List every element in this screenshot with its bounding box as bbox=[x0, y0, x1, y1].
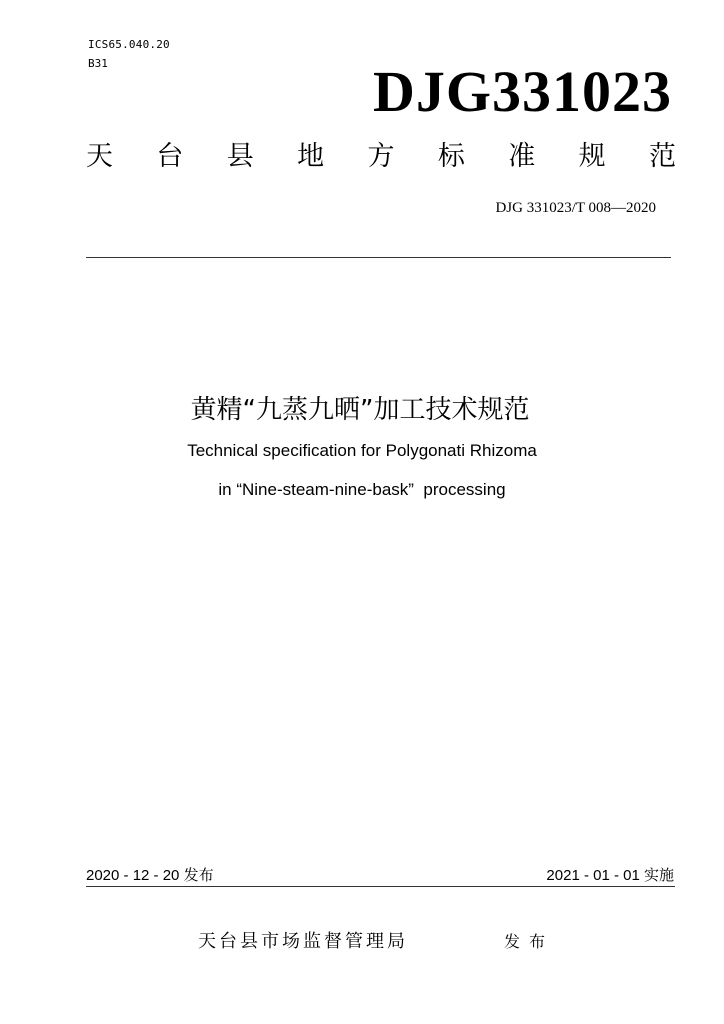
implementation-date: 2021 - 01 - 01 实施 bbox=[546, 867, 674, 884]
ics-code: ICS65.040.20 bbox=[88, 38, 170, 51]
standard-type-char: 地 bbox=[297, 141, 325, 172]
issue-date: 2020 - 12 - 20 发布 bbox=[86, 867, 214, 884]
standard-type-char: 台 bbox=[156, 141, 184, 172]
standard-type-char: 方 bbox=[367, 141, 395, 172]
standard-number: DJG 331023/T 008—2020 bbox=[495, 200, 656, 216]
standard-type-char: 范 bbox=[649, 141, 676, 172]
publish-label: 发布 bbox=[504, 932, 555, 951]
classification-code: B31 bbox=[88, 57, 108, 70]
document-title-chinese: 黄精“九蒸九晒”加工技术规范 bbox=[190, 395, 530, 425]
standard-type-char: 准 bbox=[508, 141, 536, 172]
standard-type bbox=[86, 140, 676, 174]
standard-type-char: 县 bbox=[226, 141, 254, 172]
standard-type-char: 标 bbox=[437, 141, 465, 172]
standard-type-char: 规 bbox=[578, 141, 606, 172]
document-title-english-line2: in “Nine-steam-nine-bask” processing bbox=[218, 480, 506, 499]
header-divider bbox=[86, 257, 671, 258]
standard-type-char: 天 bbox=[86, 141, 113, 172]
standard-code: DJG331023 bbox=[373, 59, 672, 124]
footer-divider bbox=[86, 886, 675, 887]
document-title-english-line1: Technical specification for Polygonati Rhizoma bbox=[187, 441, 537, 460]
publisher-name: 天台县市场监督管理局 bbox=[198, 931, 408, 952]
